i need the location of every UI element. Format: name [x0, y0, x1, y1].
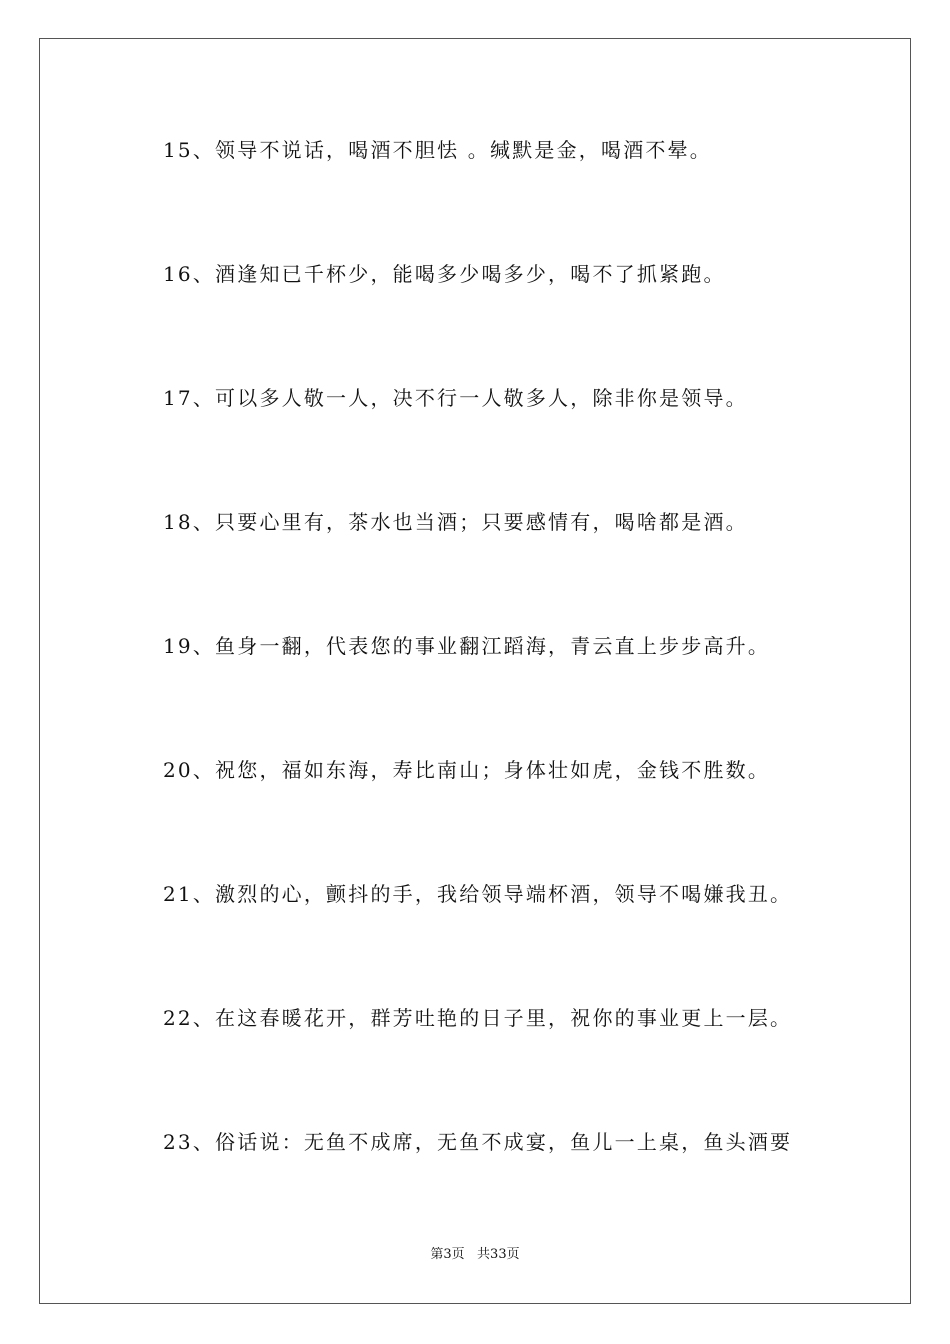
- text-line-21: 21、激烈的心，颤抖的手，我给领导端杯酒，领导不喝嫌我丑。: [163, 882, 793, 906]
- page-number-footer: 第3页 共33页: [430, 1247, 520, 1262]
- page-border: [39, 38, 911, 1304]
- text-line-22: 22、在这春暖花开，群芳吐艳的日子里，祝你的事业更上一层。: [163, 1006, 793, 1030]
- text-line-18: 18、只要心里有，茶水也当酒；只要感情有，喝啥都是酒。: [163, 510, 748, 534]
- text-line-23: 23、俗话说：无鱼不成席，无鱼不成宴，鱼儿一上桌，鱼头酒要: [163, 1130, 793, 1154]
- text-line-19: 19、鱼身一翻，代表您的事业翻江蹈海，青云直上步步高升。: [163, 634, 771, 658]
- text-line-16: 16、酒逢知已千杯少，能喝多少喝多少，喝不了抓紧跑。: [163, 262, 726, 286]
- text-line-17: 17、可以多人敬一人，决不行一人敬多人，除非你是领导。: [163, 386, 748, 410]
- text-line-20: 20、祝您，福如东海，寿比南山；身体壮如虎，金钱不胜数。: [163, 758, 771, 782]
- text-line-15: 15、领导不说话，喝酒不胆怯 。缄默是金，喝酒不晕。: [163, 138, 713, 162]
